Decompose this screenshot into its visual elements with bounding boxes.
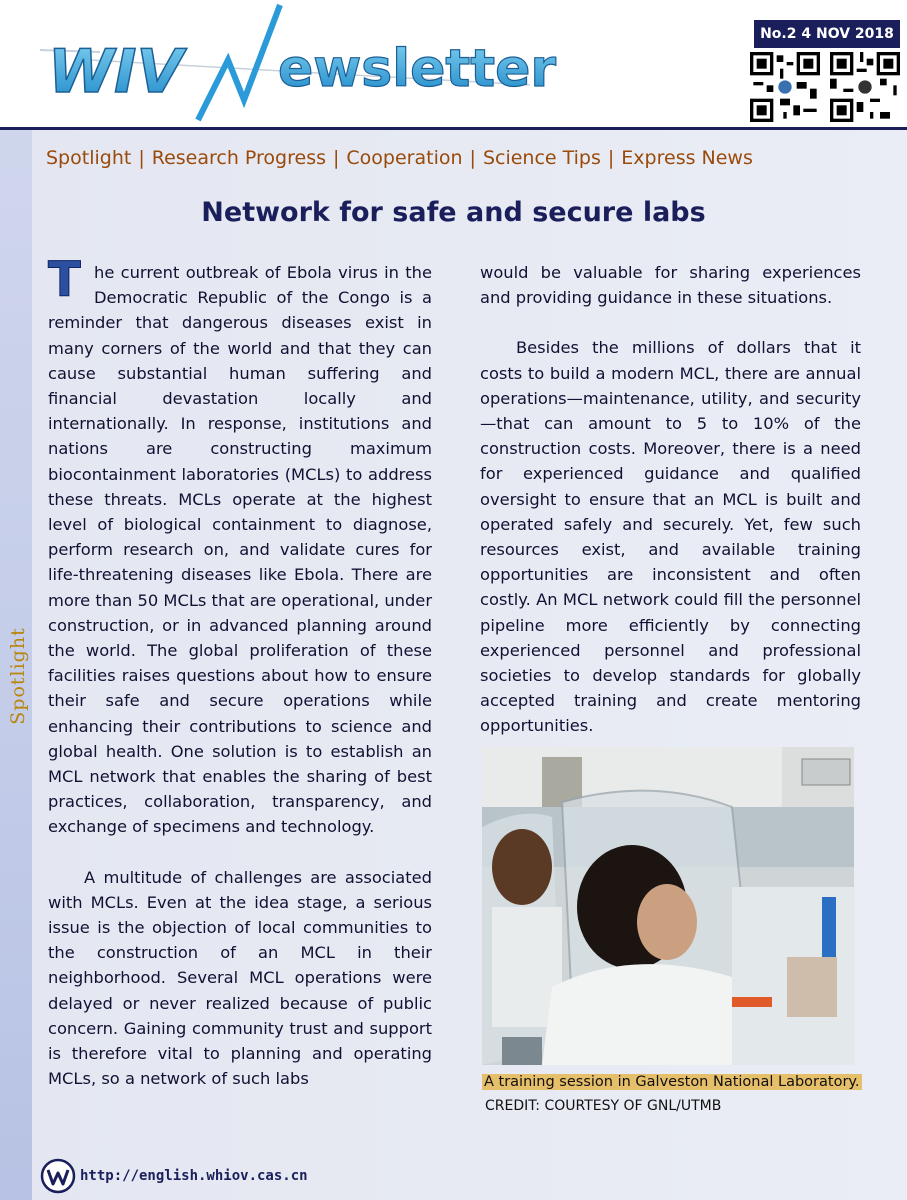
nav-item-cooperation[interactable]: Cooperation [346,147,463,169]
lab-training-photo [482,747,854,1065]
footer-url-link[interactable]: http://english.whiov.cas.cn [80,1168,308,1184]
nav-separator: | [607,147,615,169]
photo-caption [482,1074,862,1090]
svg-text:ewsletter: ewsletter [278,39,556,99]
qr-code-1 [750,52,820,122]
page-header [0,0,907,130]
nav-item-science-tips[interactable]: Science Tips [482,147,601,169]
caption-text: A training session in Galveston National Laboratory. [484,1074,860,1090]
nav-separator: | [333,147,340,169]
qr-code-2 [830,52,900,122]
article-title: Network for safe and secure labs [201,197,706,228]
article-paragraph-continued: would be valuable for sharing experiences and providing guidance in these situations. [480,263,861,308]
article-column-right [480,260,861,739]
article-paragraph-1 [48,252,433,840]
wiv-newsletter-logo [30,0,630,125]
sidebar-section-label: Spotlight [7,627,29,725]
nav-item-express-news[interactable]: Express News [621,147,753,169]
section-nav [46,147,753,169]
photo-credit: CREDIT: COURTESY OF GNL/UTMB [485,1098,722,1114]
nav-separator: | [138,147,145,169]
wiv-emblem-icon [40,1158,76,1194]
article-paragraph-2: A multitude of challenges are associated with MCLs. Even at the idea stage, a serious issue is the objection of local communities to the construction of an MCL in their neighborhood. Several MCL operations were delayed or never realized because of public concern. Gaining community trust and support is therefore vital to planning and operating MCLs, so a network of such labs [48,867,432,1089]
svg-text:WIV: WIV [48,37,183,107]
paragraph-text: he current outbreak of Ebola virus in the Democratic Republic of the Congo is a reminder that dangerous diseases exist in many corners of the world and that they can cause substantial human suffering and financial devastation locally and internationally. In response, institutions and nations are constructing maximum biocontainment laboratories (MCLs) to address these threats. MCLs operate at the highest level of biological containment to diagnose, perform research on, and validate cures for life-threatening diseases like Ebola. There are more than 50 MCLs that are operational, under construction, or in advanced planning around the world. The global proliferation of these facilities raises questions about how to ensure their safe and secure operations while enhancing their contributions to science and global health. One solution is to establish an MCL network that enables the sharing of best practices, collaboration, transparency, and exchange of specimens and technology. [48,263,433,837]
article-column-left [48,252,433,1092]
nav-item-spotlight[interactable]: Spotlight [46,147,132,169]
nav-separator: | [469,147,476,169]
dropcap: T [48,252,81,308]
issue-badge: No.2 4 NOV 2018 [754,20,900,48]
nav-item-research-progress[interactable]: Research Progress [151,147,326,169]
article-paragraph-3: Besides the millions of dollars that it costs to build a modern MCL, there are annual operations—maintenance, utility, and security—that can amount to 5 to 10% of the construction costs. Moreover, there is a need for experienced guidance and qualified oversight to ensure that an MCL is built and operated safely and securely. Yet, few such resources exist, and available training opportunities are inconsistent and often costly. An MCL network could fill the personnel pipeline more efficiently by connecting experienced personnel and professional societies to develop standards for globally accepted training and create mentoring opportunities. [480,338,861,736]
